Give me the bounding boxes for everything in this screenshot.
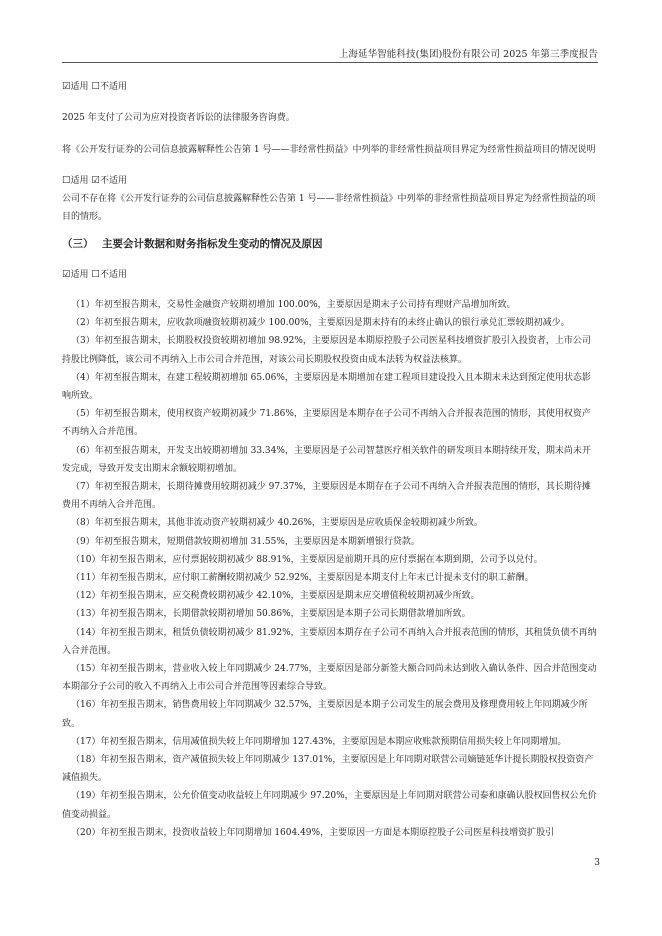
list-item: （10）年初至报告期末，应付票据较期初减少 88.91%，主要原因是前期开具的应付票据在本期到期，公司予以兑付。 [71, 554, 543, 565]
page-number: 3 [594, 858, 600, 868]
list-item: （11）年初至报告期末，应付职工薪酬较期初减少 52.92%，主要原因是本期支付上年末已计提未支付的职工薪酬。 [71, 573, 534, 584]
list-item: （12）年初至报告期末，应交税费较期初减少 42.10%，主要原因是期末应交增值税较期初减少所致。 [71, 591, 480, 602]
option-applicable: 适用 [70, 82, 89, 92]
option-applicable: 适用 [70, 270, 89, 280]
section-title: 主要会计数据和财务指标发生变动的情况及原因 [102, 238, 323, 250]
list-item: （13）年初至报告期末，长期借款较期初增加 50.86%，主要原因是本期子公司长期借款增加所致。 [71, 609, 471, 620]
applicability-check-2 [62, 172, 598, 190]
list-item: （2）年初至报告期末，应收款项融资较期初减少 100.00%，主要原因是期末持有的未终止确认的银行承兑汇票较期初减少。 [71, 318, 570, 329]
section-number: （三） [62, 238, 94, 250]
non-recurring-statement: 公司不存在将《公开发行证券的公司信息披露解释性公告第 1 号——非经常性损益》中列举的非经常性损益项目界定为经常性损益的项目的情形。 [62, 194, 596, 222]
option-not-applicable: 不适用 [99, 82, 127, 92]
list-item: （6）年初至报告期末，开发支出较期初增加 33.34%，主要原因是子公司智慧医疗相关软件的研发项目本期持续开发，期末尚未开发完成，导致开发支出期末余额较期初增加。 [62, 445, 591, 474]
list-item: （7）年初至报告期末，长期待摊费用较期初减少 97.37%，主要原因是本期存在子公司不再纳入合并报表范围的情形，其长期待摊费用不再纳入合并范围。 [62, 482, 591, 511]
page-header: 上海延华智能科技(集团)股份有限公司 2025 年第三季度报告 [338, 49, 598, 60]
list-item: （17）年初至报告期末，信用减值损失较上年同期增加 127.43%，主要原因是本期应收账款预期信用损失较上年同期增加。 [71, 736, 567, 747]
list-item: （5）年初至报告期末，使用权资产较期初减少 71.86%，主要原因是本期存在子公司不再纳入合并报表范围的情形，其使用权资产不再纳入合并范围。 [62, 409, 591, 438]
list-item: （3）年初至报告期末，长期股权投资较期初增加 98.92%，主要原因是本期原控股子公司医星科技增资扩股引入投资者，上市公司持股比例降低，该公司不再纳入上市公司合并范围，对该公司长期股权投资由成本法转为权益法核算。 [62, 336, 591, 365]
unchecked-box-icon: ☐ [91, 269, 100, 280]
section-heading [62, 236, 323, 251]
list-item: （8）年初至报告期末，其他非流动资产较期初减少 40.26%，主要原因是应收质保金较期初减少所致。 [71, 518, 483, 529]
list-item: （18）年初至报告期末，资产减值损失较上年同期减少 137.01%，主要原因是上年同期对联营公司嫡链延华计提长期股权投资资产减值损失。 [62, 755, 594, 784]
list-item: （1）年初至报告期末，交易性金融资产较期初增加 100.00%，主要原因是期末子公司持有理财产品增加所致。 [71, 300, 516, 310]
option-not-applicable: 不适用 [99, 270, 127, 280]
option-applicable: 适用 [70, 176, 89, 186]
list-item: （19）年初至报告期末，公允价值变动收益较上年同期减少 97.20%，主要原因是上年同期对联营公司泰和康确认股权回售权公允价值变动损益。 [62, 791, 597, 820]
change-reasons-list [62, 296, 598, 842]
list-item: （9）年初至报告期末，短期借款较期初增加 31.55%，主要原因是本期新增银行贷款。 [71, 536, 420, 547]
legal-fee-paragraph: 2025 年支付了公司为应对投资者诉讼的法律服务咨询费。 [62, 113, 295, 123]
checked-box-icon: ☑ [91, 175, 100, 186]
list-item: （15）年初至报告期末，营业收入较上年同期减少 24.77%，主要原因是部分新签大额合同尚未达到收入确认条件、因合并范围变动本期部分子公司的收入不再纳入上市公司合并范围等因素综合导致。 [62, 664, 597, 693]
checked-box-icon: ☑ [62, 81, 71, 92]
applicability-check-3 [62, 266, 598, 284]
header-divider [62, 62, 598, 63]
list-item: （14）年初至报告期末，租赁负债较期初减少 81.92%，主要原因本期存在子公司不再纳入合并报表范围的情形，其租赁负债不再纳入合并范围。 [62, 627, 597, 656]
non-recurring-question: 将《公开发行证券的公司信息披露解释性公告第 1 号——非经常性损益》中列举的非经常性损益项目界定为经常性损益项目的情况说明 [62, 145, 596, 155]
unchecked-box-icon: ☐ [91, 81, 100, 92]
list-item: （20）年初至报告期末，投资收益较上年同期增加 1604.49%，主要原因一方面是本期原控股子公司医星科技增资扩股引 [71, 827, 555, 838]
applicability-check-1 [62, 78, 598, 96]
unchecked-box-icon: ☐ [62, 175, 71, 186]
checked-box-icon: ☑ [62, 269, 71, 280]
list-item: （4）年初至报告期末，在建工程较期初增加 65.06%，主要原因是本期增加在建工程项目建设投入且本期末未达到预定使用状态影响所致。 [62, 372, 591, 402]
option-not-applicable: 不适用 [99, 176, 127, 186]
list-item: （16）年初至报告期末，销售费用较上年同期减少 32.57%，主要原因是本期子公司发生的展会费用及修理费用较上年同期减少所致。 [62, 700, 588, 729]
